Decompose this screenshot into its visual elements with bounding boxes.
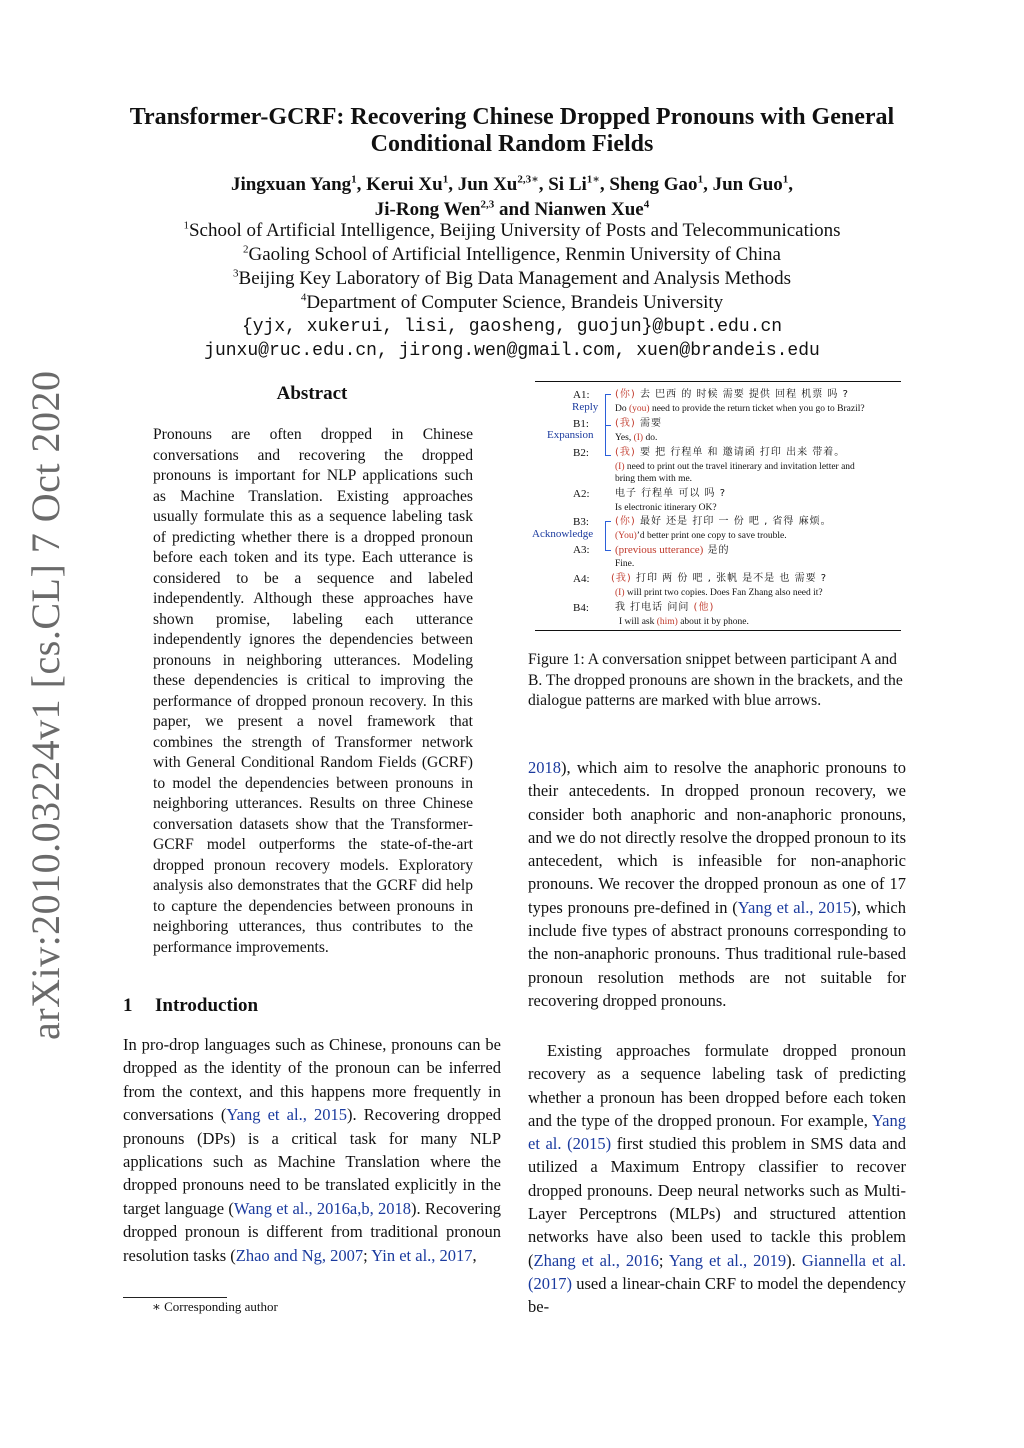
text-run: used a linear-chain CRF to model the dependency be- bbox=[528, 1273, 906, 1317]
affiliation bbox=[100, 243, 924, 267]
author-sup: 2,3∗ bbox=[517, 173, 539, 186]
author: Nianwen Xue bbox=[534, 199, 644, 220]
utterance-b2: B2: (我) 要 把 行程单 和 邀请函 打印 出来 带着。 (I) need to print out the travel itinerary and invitation letter and bring them with me. bbox=[573, 447, 855, 484]
citation-link[interactable]: Yin et al., 2017 bbox=[371, 1245, 473, 1265]
citation-link[interactable]: 2018 bbox=[528, 758, 561, 777]
citation-link[interactable]: Yang et al., 2019 bbox=[668, 1250, 787, 1270]
citation-link[interactable]: Zhao and Ng, 2007 bbox=[235, 1245, 364, 1265]
section-heading-introduction bbox=[123, 995, 258, 1017]
abstract-heading: Abstract bbox=[276, 383, 348, 404]
author-sup: 1 bbox=[782, 173, 789, 186]
citation-link[interactable]: Yang et al., 2015 bbox=[737, 897, 852, 917]
author-sup: 1∗ bbox=[586, 173, 600, 186]
text-run: In pro-drop languages such as Chinese, pronouns can be dropped as the identity of the pronoun can be inferred from the context, and this happens more frequently in conversations ( bbox=[123, 1035, 501, 1125]
author-sup: 1 bbox=[442, 173, 449, 186]
figure-bottom-rule bbox=[535, 630, 901, 631]
label-acknowledge: Acknowledge bbox=[532, 528, 594, 540]
section-number: 1 bbox=[123, 995, 133, 1016]
label-expansion: Expansion bbox=[547, 429, 594, 441]
utterance-b3: B3: (你) 最好 还是 打印 一 份 吧 , 省得 麻烦。 (You)’d better print one copy to save trouble. bbox=[573, 516, 832, 541]
paper-title: Transformer-GCRF: Recovering Chinese Dropped Pronouns with General Conditional Random Fields bbox=[129, 104, 895, 157]
intro-paragraph: In pro-drop languages such as Chinese, pronouns can be dropped as the identity of the pronoun can be inferred from the context, and this happens more frequently in conversations (Yang et al., 2015). Recovering dropped pronouns (DPs) is a critical task for many NLP applications such as Machine Translation where the dropped pronouns need to be translated explicitly in the target language (Wang et al., 2016a,b, 2018). Recovering dropped pronoun is different from traditional pronoun resolution tasks (Zhao and Ng, 2007; Yin et al., 2017, bbox=[123, 1035, 502, 1265]
author: Sheng Gao bbox=[609, 174, 698, 195]
acknowledge-arrow bbox=[605, 521, 611, 551]
author-and: and bbox=[499, 199, 530, 220]
affiliation bbox=[100, 219, 924, 243]
reply-arrow bbox=[605, 394, 611, 426]
figure-top-rule bbox=[535, 381, 901, 382]
abstract-body: Pronouns are often dropped in Chinese conversations and recovering the dropped pronouns is important for NLP applications such as Machine Translation. Existing approaches usually formulate this as a sequence labeling task of predicting whether there is a dropped pronoun before each token and its type. Each utterance is considered to be a sequence and labeled independently. Although these approaches have shown promise, labeling each utterance independently ignores the dependencies between pronouns in neighboring utterances. Modeling these dependencies is critical to improving the performance of dropped pronoun recovery. In this paper, we present a novel framework that combines the strength of Transformer network with General Conditional Random Fields (GCRF) to model the dependencies between pronouns in neighboring utterances. Results on three Chinese conversation datasets show that the Transformer-GCRF model outperforms the state-of-the-art dropped pronoun recovery models. Exploratory analysis also demonstrates that the GCRF did help to capture the dependencies between pronouns in neighboring utterances, thus contributes to the performance improvements. bbox=[153, 426, 473, 956]
utterance-a3: A3: (previous utterance) 是的 Fine. bbox=[573, 544, 730, 569]
right-paragraph-2: Existing approaches formulate dropped pronoun recovery as a sequence labeling task of predicting whether a pronoun has been dropped before each token and the type of the dropped pronoun. For example, Yang et al. (2015) first studied this problem in SMS data and utilized a Maximum Entropy classifier to recover dropped pronouns. Deep neural networks such as Multi-Layer Perceptrons (MLPs) and structured attention networks have also been used to tackle this problem (Zhang et al., 2016; Yang et al., 2019). Giannella et al. (2017) used a linear-chain CRF to model the dependency be- bbox=[528, 1041, 907, 1317]
text-run: ). Recovering dropped pronoun is different from traditional pronoun resolution tasks ( bbox=[123, 1198, 501, 1265]
affiliation-sup: 4 bbox=[300, 291, 307, 304]
utterance-a2: A2: 电子 行程单 可以 吗 ? Is electronic itinerary OK? bbox=[573, 488, 727, 513]
author-sup: 1 bbox=[697, 173, 704, 186]
affiliations bbox=[100, 219, 924, 363]
affiliation-text: Department of Computer Science, Brandeis University bbox=[306, 292, 724, 313]
affiliation bbox=[100, 291, 924, 315]
citation-link[interactable]: Wang et al., 2016a,b, 2018 bbox=[233, 1198, 412, 1218]
label-reply: Reply bbox=[572, 401, 599, 413]
text-run: ), which include five types of abstract pronouns corresponding to the non-anaphoric pronouns. Thus traditional rule-based pronoun resolution methods are not suitable for recovering dropped pronouns. bbox=[528, 897, 907, 1010]
author: Jingxuan Yang bbox=[230, 174, 352, 195]
email-line-1: {yjx, xukerui, lisi, gaosheng, guojun}@bupt.edu.cn bbox=[241, 317, 783, 337]
affiliation-sup: 1 bbox=[183, 219, 189, 232]
expansion-arrow bbox=[605, 425, 611, 456]
affiliation-sup: 3 bbox=[233, 267, 239, 280]
footnote-divider bbox=[123, 1297, 227, 1298]
author-sup: 4 bbox=[643, 198, 650, 211]
affiliation-sup: 2 bbox=[243, 243, 249, 256]
author-list: Jingxuan Yang$^1$, Kerui Xu$^1$, Jun $Xu^{2,3∗}$, Si $Li^{1∗}$, Sheng Gao$^1$, Jun Guo$^1$, Ji-Rong Wen$^{2,3}$ and Nianwen Xue$^4$ bbox=[230, 173, 794, 220]
figure-1 bbox=[532, 381, 901, 631]
text-run: ). Recovering dropped pronouns (DPs) is a critical task for many NLP applications such as Machine Translation where the dropped pronouns need to be translated explicitly in the target language ( bbox=[123, 1105, 502, 1218]
right-paragraph-1 bbox=[528, 756, 906, 1012]
section-title: Introduction bbox=[155, 995, 259, 1016]
figure-caption: Figure 1: A conversation snippet between participant A and B. The dropped pronouns are shown in the brackets, and the dialogue patterns are marked with blue arrows. bbox=[528, 651, 903, 709]
citation-link[interactable]: Yang et al., 2015 bbox=[226, 1105, 347, 1125]
utterance-a1: A1: (你) 去 巴西 的 时候 需要 提供 回程 机票 吗 ? Do (you) need to provide the return ticket when you go to Brazil? bbox=[573, 389, 865, 414]
email-line-2: junxu@ruc.edu.cn, jirong.wen@gmail.com, xuen@brandeis.edu bbox=[204, 341, 820, 361]
text-run: first studied this problem in SMS data and utilized a Maximum Entropy classifier to recover dropped pronouns. Deep neural networks such as Multi-Layer Perceptrons (MLPs) and structured attention networks have also been used to tackle this problem ( bbox=[528, 1134, 906, 1270]
arxiv-side-label: arXiv:2010.03224v1 [cs.CL] 7 Oct 2020 bbox=[23, 370, 68, 1040]
affiliation bbox=[100, 267, 924, 291]
author: Jun Xu bbox=[457, 174, 518, 195]
citation-link[interactable]: Giannella et al. (2017) bbox=[528, 1250, 907, 1293]
footnote: ∗ Corresponding author bbox=[152, 1299, 278, 1314]
author-sup: 1 bbox=[351, 173, 357, 186]
affiliation-text: Beijing Key Laboratory of Big Data Management and Analysis Methods bbox=[238, 268, 791, 289]
author: Si Li bbox=[548, 174, 587, 195]
utterance-a4: A4: (我) 打印 两 份 吧 , 张帆 是不是 也 需要 ? (I) will print two copies. Does Fan Zhang also need it? bbox=[573, 573, 828, 598]
affiliation-text: Gaoling School of Artificial Intelligence, Renmin University of China bbox=[248, 244, 781, 265]
citation-link[interactable]: Yang et al. (2015) bbox=[528, 1110, 906, 1154]
citation-link[interactable]: Zhang et al., 2016 bbox=[533, 1250, 659, 1270]
author: Kerui Xu bbox=[366, 174, 443, 195]
utterance-b4: B4: 我 打电话 问问 (他) I will ask (him) about it by phone. bbox=[573, 602, 749, 627]
author: Jun Guo bbox=[712, 174, 783, 195]
utterance-b1: B1: (我) 需要 Yes, (I) do. bbox=[573, 418, 662, 443]
author-sup: 2,3 bbox=[480, 198, 495, 211]
author: Ji-Rong Wen bbox=[374, 199, 481, 220]
text-run: Existing approaches formulate dropped pronoun recovery as a sequence labeling task of predicting whether a pronoun has been dropped before each token and the type of the dropped pronoun. For example, bbox=[528, 1041, 906, 1130]
affiliation-text: School of Artificial Intelligence, Beijing University of Posts and Telecommunications bbox=[188, 220, 841, 241]
text-run: ), which aim to resolve the anaphoric pronouns to their antecedents. In dropped pronoun recovery, we consider both anaphoric and non-anaphoric pronouns, and we do not directly resolve the dropped pronoun to its antecedent, which is infeasible for non-anaphoric pronouns. We recover the dropped pronoun as one of 17 types pronouns pre-defined in ( bbox=[528, 758, 906, 917]
